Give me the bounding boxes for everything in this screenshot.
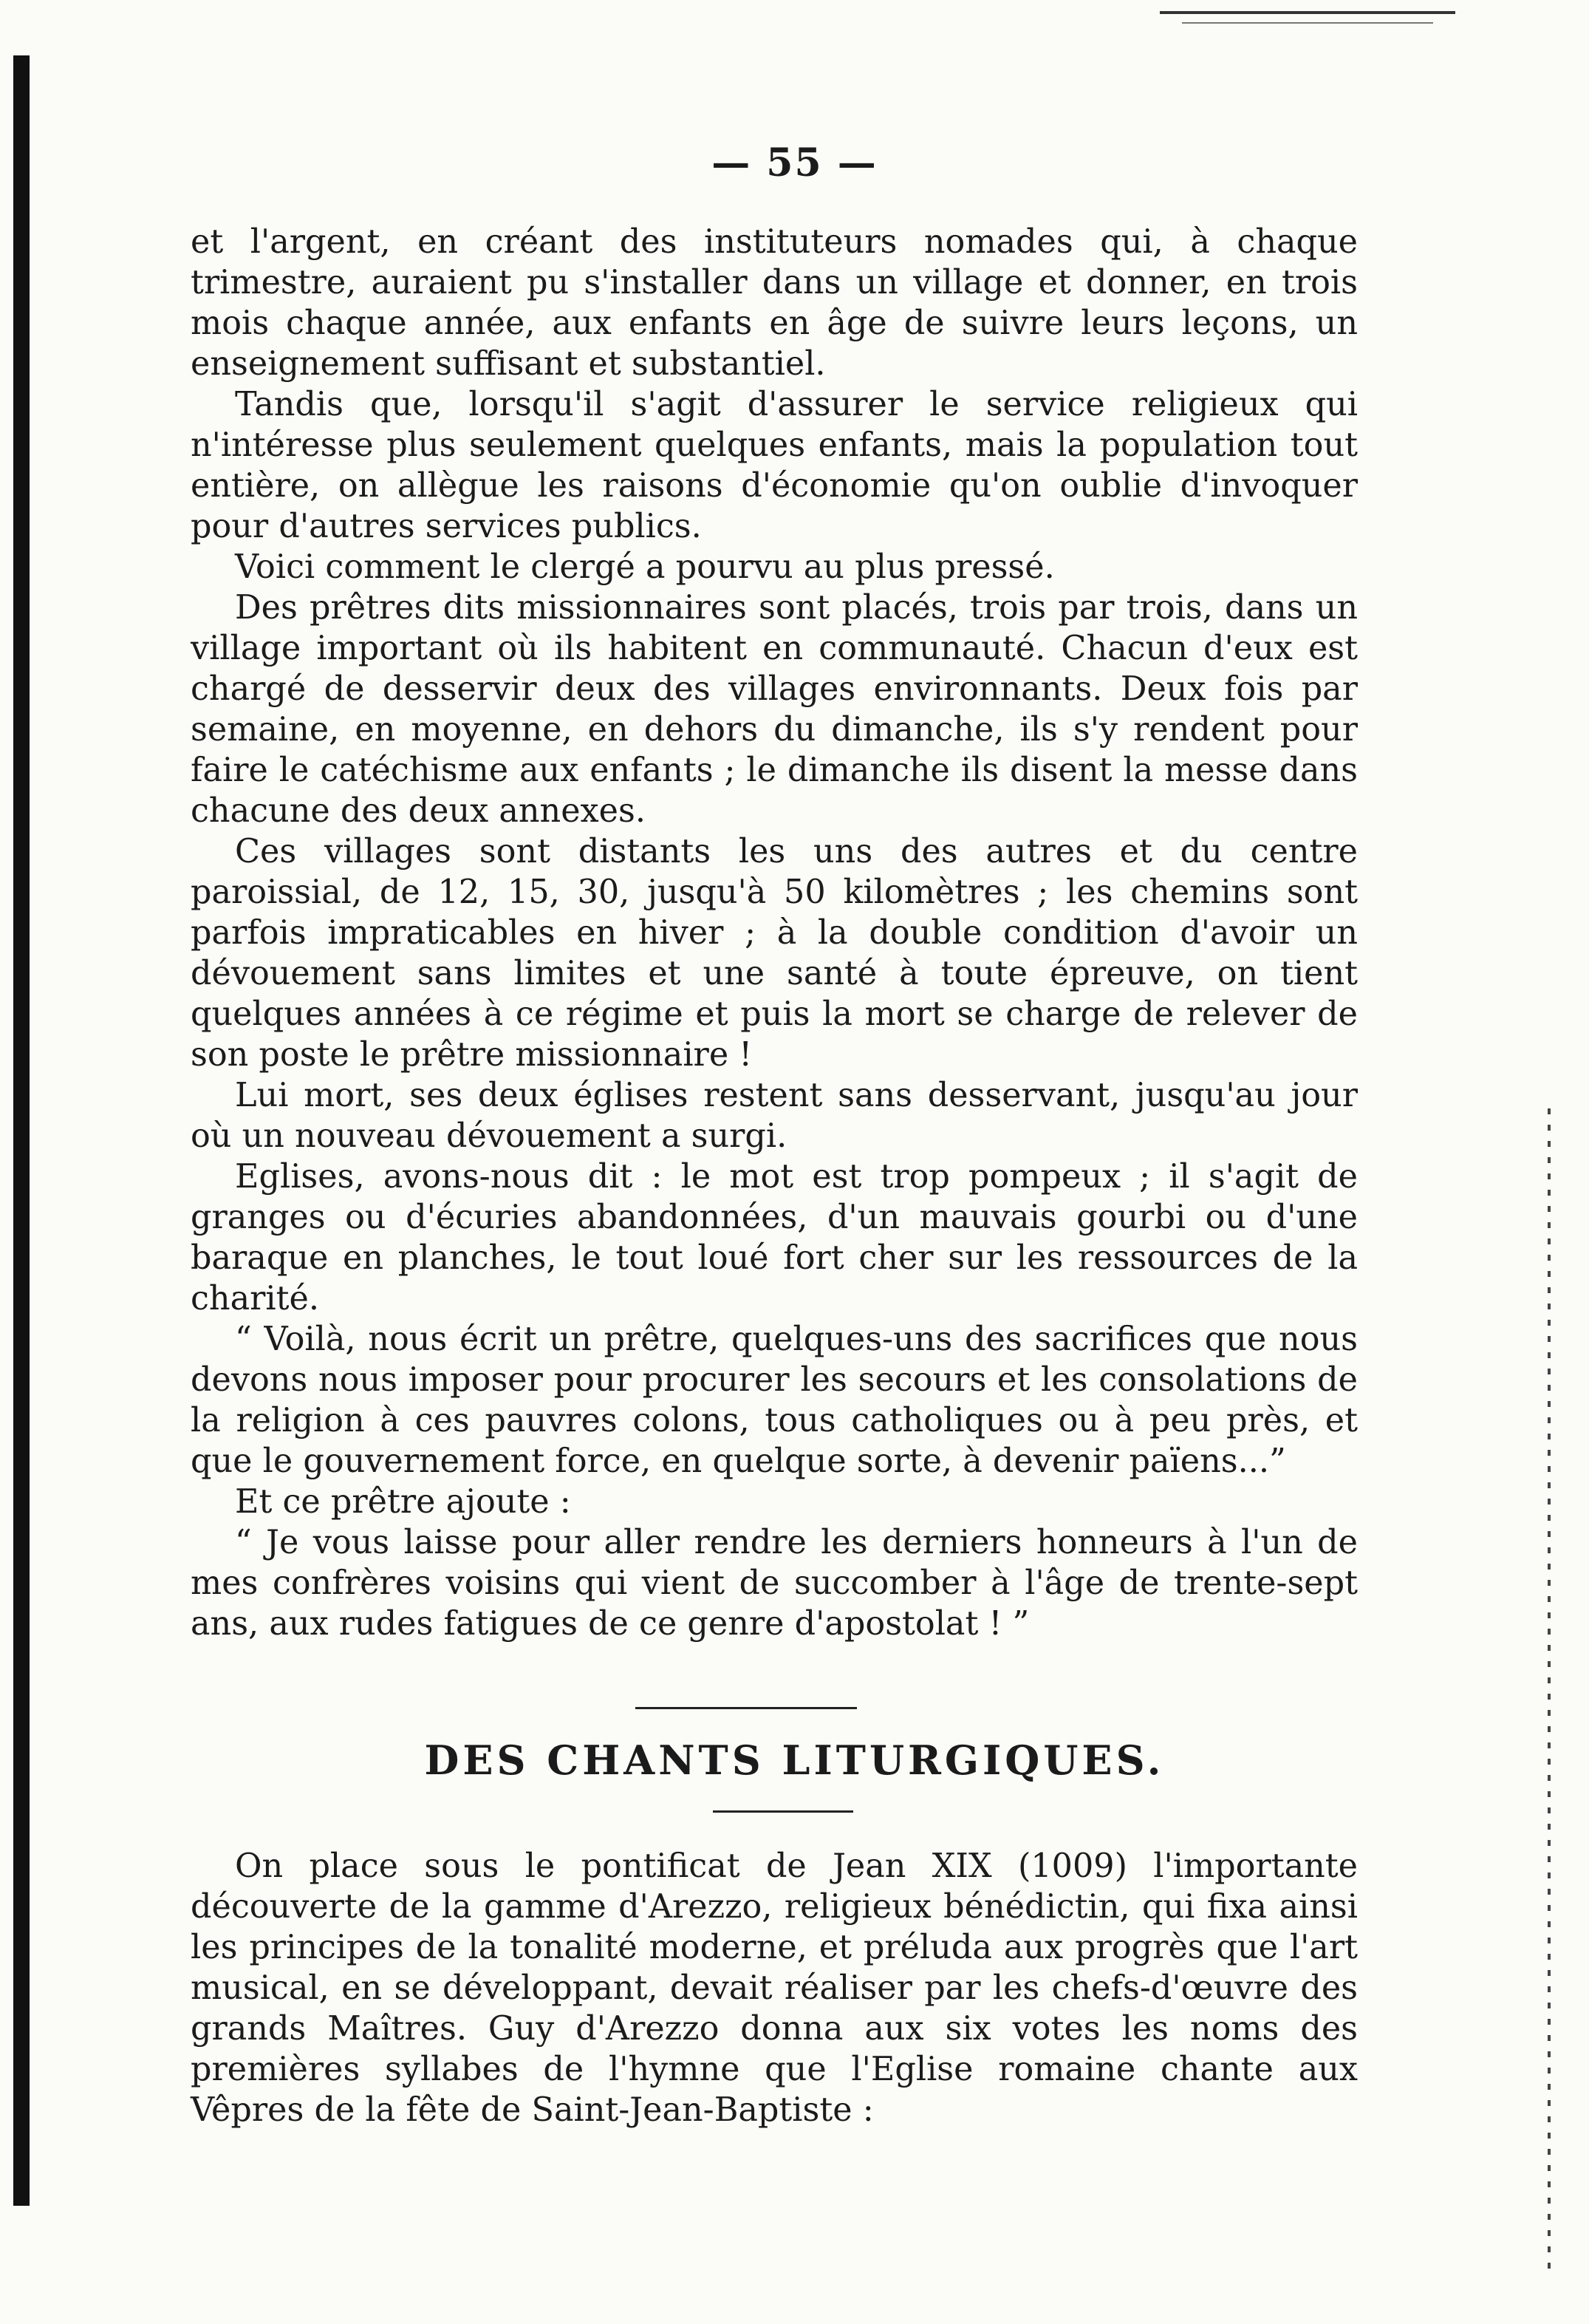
scan-right-edge <box>1548 1108 1551 2276</box>
paragraph-1: et l'argent, en créant des instituteurs nomades qui, à chaque trimestre, auraient pu s'installer dans un village et donner, en trois mois chaque année, aux enfants en âge de suivre leurs leçons, un enseignement suffisant et substantiel. <box>191 223 1358 383</box>
section-rule-top <box>635 1707 857 1709</box>
section-rule-bottom <box>713 1810 853 1813</box>
paragraph-6: Lui mort, ses deux églises restent sans desservant, jusqu'au jour où un nouveau dévouement a surgi. <box>191 1077 1358 1155</box>
section-paragraph-1: On place sous le pontificat de Jean XIX (1009) l'importante découverte de la gamme d'Arezzo, religieux bénédictin, qui fixa ainsi les principes de la tonalité moderne, et préluda aux progrès que l'art musical, en se développant, devait réaliser par les chefs-d'œuvre des grands Maîtres. Guy d'Arezzo donna aux six votes les noms des premières syllabes de l'hymne que l'Eglise romaine chante aux Vêpres de la fête de Saint-Jean-Baptiste : <box>191 1847 1358 2129</box>
paragraph-4: Des prêtres dits missionnaires sont placés, trois par trois, dans un village important où ils habitent en communauté. Chacun d'eux est chargé de desservir deux des villages environnants. Deux fois par semaine, en moyenne, en dehors du dimanche, ils s'y rendent pour faire le catéchisme aux enfants ; le dimanche ils disent la messe dans chacune des deux annexes. <box>191 589 1358 830</box>
page-number: — 55 — <box>711 140 878 185</box>
body-text <box>191 222 1358 1644</box>
scan-binding-edge <box>13 55 30 2206</box>
scan-top-mark-secondary <box>1182 22 1433 24</box>
paragraph-9: Et ce prêtre ajoute : <box>235 1483 571 1521</box>
paragraph-2: Tandis que, lorsqu'il s'agit d'assurer le service religieux qui n'intéresse plus seulement quelques enfants, mais la population tout entière, on allègue les raisons d'économie qu'on oublie d'invoquer pour d'autres services publics. <box>191 386 1358 545</box>
paragraph-5: Ces villages sont distants les uns des autres et du centre paroissial, de 12, 15, 30, jusqu'à 50 kilomètres ; les chemins sont parfois impraticables en hiver ; à la double condition d'avoir un dévouement sans limites et une santé à toute épreuve, on tient quelques années à ce régime et puis la mort se charge de relever de son poste le prêtre missionnaire ! <box>191 833 1358 1074</box>
paragraph-3: Voici comment le clergé a pourvu au plus pressé. <box>235 548 1055 586</box>
section-title: DES CHANTS LITURGIQUES. <box>424 1737 1165 1784</box>
paragraph-10: “ Je vous laisse pour aller rendre les derniers honneurs à l'un de mes confrères voisins qui vient de succomber à l'âge de trente-sept ans, aux rudes fatigues de ce genre d'apostolat ! ” <box>191 1524 1358 1643</box>
paragraph-7: Eglises, avons-nous dit : le mot est trop pompeux ; il s'agit de granges ou d'écuries abandonnées, d'un mauvais gourbi ou d'une baraque en planches, le tout loué fort cher sur les ressources de la charité. <box>191 1158 1358 1318</box>
section-text <box>191 1846 1358 2130</box>
paragraph-8: “ Voilà, nous écrit un prêtre, quelques-uns des sacrifices que nous devons nous imposer pour procurer les secours et les consolations de la religion à ces pauvres colons, tous catholiques ou à peu près, et que le gouvernement force, en quelque sorte, à devenir païens...” <box>191 1321 1358 1480</box>
scan-top-mark <box>1160 11 1455 14</box>
